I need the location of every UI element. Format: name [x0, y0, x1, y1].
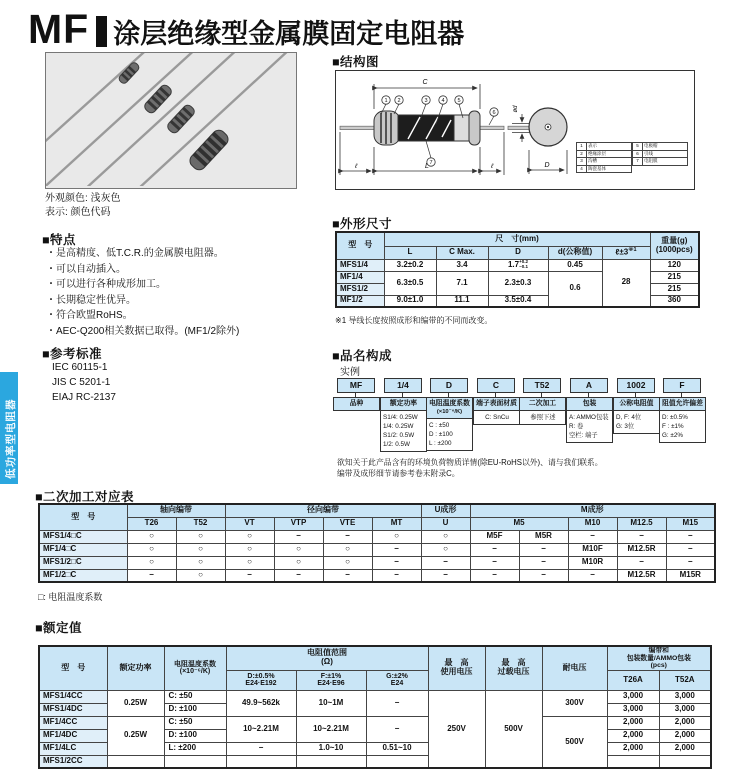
td-overload-voltage: 500V	[485, 690, 542, 768]
pn-desc-label: 包装	[567, 398, 612, 411]
pn-desc-label: 二次加工	[520, 398, 565, 411]
pn-code-3: C	[477, 378, 515, 393]
table-row	[336, 246, 699, 259]
td-range-f: 10~2.21M	[296, 716, 366, 742]
td-tcr: L: ±200	[164, 742, 226, 755]
col-m5: M5	[470, 517, 568, 530]
td-D: 1.7 +0.2 −0.1	[488, 259, 548, 271]
td-range-d: −	[226, 742, 296, 755]
td-t52a: 2,000	[659, 729, 711, 742]
cell: M12.5R	[617, 569, 666, 582]
td-tcr	[164, 755, 226, 768]
cell: −	[666, 556, 715, 569]
td-power: 0.25W	[107, 716, 164, 755]
part-number-heading: ■品名构成	[332, 349, 393, 363]
col-range-group: 电阻值范围 (Ω)	[226, 646, 428, 670]
td-range-g: −	[366, 716, 428, 742]
cell: −	[519, 543, 568, 556]
table-row	[39, 755, 711, 768]
pn-desc-0	[333, 397, 380, 411]
td-d: 0.6	[548, 271, 602, 307]
features-heading: ■特点	[42, 233, 77, 247]
td-ell: 28	[602, 259, 650, 307]
legend-label: 电阻膜	[643, 158, 688, 166]
category-side-tab	[0, 372, 18, 484]
cell: −	[225, 569, 274, 582]
legend-num: 7	[633, 158, 643, 166]
svg-text:3: 3	[424, 98, 428, 104]
cell: −	[372, 569, 421, 582]
col-vt: VT	[225, 517, 274, 530]
td-d: 0.45	[548, 259, 602, 271]
structure-heading: ■结构图	[332, 55, 380, 69]
col-d: d(公称值)	[548, 246, 602, 259]
td-t26a	[607, 755, 659, 768]
td-tcr: D: ±100	[164, 703, 226, 716]
legend-label: 表示	[587, 143, 632, 151]
photo-caption-mark: 表示: 颜色代码	[45, 207, 111, 218]
col-pack-group: 编带和 包装数量/AMMO包装 (pcs)	[607, 646, 711, 670]
td-weight: 120	[650, 259, 699, 271]
td-model: MFS1/2CC	[39, 755, 107, 768]
table-row	[39, 543, 715, 556]
td-tcr: C: ±50	[164, 690, 226, 703]
table-row	[39, 716, 711, 729]
cell: ○	[372, 530, 421, 543]
td-model: MF1/4□C	[39, 543, 127, 556]
td-model: MF1/2□C	[39, 569, 127, 582]
cell: −	[617, 530, 666, 543]
td-weight: 215	[650, 271, 699, 283]
page-title-text: 涂层绝缘型金属膜固定电阻器	[113, 19, 465, 49]
standard-item: JIS C 5201-1	[52, 377, 111, 388]
pn-desc-4: 二次加工 参照下述	[519, 397, 566, 425]
td-cmax: 11.1	[436, 295, 488, 307]
table-row	[336, 259, 699, 271]
pn-code-2: D	[430, 378, 468, 393]
td-cmax: 7.1	[436, 271, 488, 295]
group-radial: 径向编带	[225, 504, 421, 517]
standard-item: IEC 60115-1	[52, 362, 108, 373]
sub-col-f: F:±1% E24·E96	[296, 670, 366, 690]
cell: −	[666, 530, 715, 543]
secondary-note: □: 电阻温度系数	[38, 592, 103, 602]
col-u: U	[421, 517, 470, 530]
pn-code-0: MF	[337, 378, 375, 393]
dimensions-note: ※1 导线长度按照成形和编带的不同而改变。	[335, 316, 493, 325]
legend-label: 沟槽	[587, 158, 632, 166]
cell: −	[372, 556, 421, 569]
cell: −	[470, 543, 519, 556]
td-range-d: 49.9~562k	[226, 690, 296, 716]
svg-text:1: 1	[384, 98, 388, 104]
legend-num: 1	[577, 143, 587, 151]
pn-desc-1: 额定功率 S1/4: 0.25W 1/4: 0.25W S1/2: 0.5W 1/2: 0.5W	[380, 397, 427, 452]
col-m10: M10	[568, 517, 617, 530]
col-vtp: VTP	[274, 517, 323, 530]
cell: −	[470, 569, 519, 582]
table-row	[39, 517, 715, 530]
pn-code-1: 1/4	[384, 378, 422, 393]
cell: −	[421, 569, 470, 582]
cell: M10R	[568, 556, 617, 569]
cell: ○	[127, 556, 176, 569]
td-power: 0.25W	[107, 690, 164, 716]
legend-num: 2	[577, 150, 587, 158]
feature-item: ・可以进行各种成形加工。	[46, 279, 166, 290]
col-vte: VTE	[323, 517, 372, 530]
col-withstand-voltage: 耐电压	[542, 646, 607, 690]
cell: M12.5R	[617, 543, 666, 556]
legend-num: 3	[577, 158, 587, 166]
td-model: MFS1/4□C	[39, 530, 127, 543]
cell: −	[568, 530, 617, 543]
td-tcr: C: ±50	[164, 716, 226, 729]
example-label: 实例	[340, 367, 360, 378]
col-m15: M15	[666, 517, 715, 530]
cell: −	[372, 543, 421, 556]
dim-c-label: C	[422, 79, 428, 86]
td-range-f: 10~1M	[296, 690, 366, 716]
col-max-voltage: 最 高 使用电压	[428, 646, 485, 690]
td-t52a	[659, 755, 711, 768]
col-model: 型 号	[39, 504, 127, 530]
td-tcr: D: ±100	[164, 729, 226, 742]
pn-desc-6: 公称电阻值 D, F: 4位 G: 3位	[613, 397, 660, 434]
structure-diagram	[335, 70, 695, 190]
standard-item: EIAJ RC-2137	[52, 392, 116, 403]
legend-label: 引线	[643, 150, 688, 158]
td-t26a: 3,000	[607, 690, 659, 703]
td-D: 2.3±0.3	[488, 271, 548, 295]
td-L: 3.2±0.2	[384, 259, 436, 271]
features-list	[46, 246, 239, 339]
cell: ○	[176, 556, 225, 569]
td-t26a: 2,000	[607, 729, 659, 742]
col-ell: $\ell\pm 3^{※1}$	[602, 246, 650, 259]
td-model: MF1/2	[336, 295, 384, 307]
cell: M5F	[470, 530, 519, 543]
cell: −	[421, 556, 470, 569]
cell: ○	[176, 569, 225, 582]
col-model: 型 号	[39, 646, 107, 690]
cell: M10F	[568, 543, 617, 556]
legend-label: 绝缘涂层	[587, 150, 632, 158]
td-t52a: 2,000	[659, 742, 711, 755]
ratings-table	[38, 645, 712, 769]
cell: M5R	[519, 530, 568, 543]
td-range-f: 1.0~10	[296, 742, 366, 755]
cell: ○	[421, 530, 470, 543]
side-tab-label: 低功率型电阻器	[5, 398, 17, 479]
feature-item: ・可以自动插入。	[46, 263, 126, 275]
legend-num: 5	[633, 143, 643, 151]
col-overload-voltage: 最 高 过载电压	[485, 646, 542, 690]
td-cmax: 3.4	[436, 259, 488, 271]
td-model: MFS1/2	[336, 283, 384, 295]
legend-label: 陶瓷基体	[587, 165, 632, 173]
td-model: MFS1/4	[336, 259, 384, 271]
cell: ○	[323, 543, 372, 556]
cell: −	[519, 569, 568, 582]
dim-l-label: L	[425, 163, 429, 170]
td-weight: 215	[650, 283, 699, 295]
pn-desc-label: 端子表面材质	[474, 398, 519, 411]
dim-d-label: D	[544, 162, 550, 169]
pn-desc-label: 品种	[334, 398, 379, 410]
td-model: MF1/4DC	[39, 729, 107, 742]
pn-desc-label: 额定功率	[381, 398, 426, 411]
dim-ell-left-label: ℓ	[354, 163, 358, 170]
td-range-g: 0.51~10	[366, 742, 428, 755]
sub-col-t52a: T52A	[659, 670, 711, 690]
legend-label: 电极帽	[643, 143, 688, 151]
feature-item: ・AEC-Q200相关数据已取得。(MF1/2除外)	[46, 325, 240, 337]
cell: ○	[225, 556, 274, 569]
secondary-heading: ■二次加工对应表	[35, 490, 135, 504]
table-row	[39, 646, 711, 670]
group-axial: 轴向编带	[127, 504, 225, 517]
col-t26: T26	[127, 517, 176, 530]
table-row	[39, 690, 711, 703]
secondary-table	[38, 503, 716, 583]
td-L: 9.0±1.0	[384, 295, 436, 307]
cell: −	[666, 543, 715, 556]
td-range-g: −	[366, 690, 428, 716]
td-t52a: 2,000	[659, 716, 711, 729]
cell: −	[568, 569, 617, 582]
feature-item: ・是高精度、低T.C.R.的金属膜电阻器。	[46, 248, 224, 259]
ratings-heading: ■额定值	[35, 621, 83, 635]
legend-num: 4	[577, 165, 587, 173]
col-power: 额定功率	[107, 646, 164, 690]
sub-col-t26a: T26A	[607, 670, 659, 690]
col-mt: MT	[372, 517, 421, 530]
td-weight: 360	[650, 295, 699, 307]
td-model: MF1/4CC	[39, 716, 107, 729]
td-max-voltage: 250V	[428, 690, 485, 768]
svg-text:5: 5	[457, 98, 461, 104]
cell: ○	[127, 543, 176, 556]
cell: ○	[323, 556, 372, 569]
table-row	[39, 556, 715, 569]
table-row	[39, 569, 715, 582]
table-row	[336, 232, 699, 246]
legend-num: 6	[633, 150, 643, 158]
sub-col-g: G:±2% E24	[366, 670, 428, 690]
group-m: M成形	[470, 504, 715, 517]
pn-desc-label: 阻值允许偏差	[660, 398, 705, 411]
td-withstand: 300V	[542, 690, 607, 716]
page-title	[28, 6, 464, 53]
cell: ○	[176, 543, 225, 556]
standards-list	[52, 360, 116, 405]
td-t26a: 3,000	[607, 703, 659, 716]
td-t52a: 3,000	[659, 690, 711, 703]
cell: −	[617, 556, 666, 569]
resistor-photo-art	[46, 53, 294, 186]
cell: −	[274, 569, 323, 582]
td-model: MF1/4	[336, 271, 384, 283]
structure-legend	[576, 142, 688, 173]
cell: ○	[274, 556, 323, 569]
svg-text:2: 2	[397, 98, 401, 104]
dim-ell-right-label: ℓ	[490, 163, 494, 170]
col-m12_5: M12.5	[617, 517, 666, 530]
td-t52a: 3,000	[659, 703, 711, 716]
resistor-body-section	[374, 111, 480, 145]
product-photo	[45, 52, 297, 189]
pn-desc-label: 电阻温度系数 (×10⁻⁶/K)	[427, 398, 472, 419]
cell: ○	[127, 530, 176, 543]
col-tcr: 电阻温度系数 (×10⁻⁶/K)	[164, 646, 226, 690]
col-size-group: 尺 寸(mm)	[384, 232, 650, 246]
td-model: MFS1/4DC	[39, 703, 107, 716]
cell: ○	[225, 543, 274, 556]
cell: ○	[274, 543, 323, 556]
td-range-g	[366, 755, 428, 768]
cell: −	[127, 569, 176, 582]
pn-code-4: T52	[523, 378, 561, 393]
group-u: U成形	[421, 504, 470, 517]
col-model: 型 号	[336, 232, 384, 259]
cell: ○	[421, 543, 470, 556]
legend-right	[632, 142, 688, 166]
pn-code-5: A	[570, 378, 608, 393]
title-divider-bar	[96, 16, 107, 47]
feature-item: ・长期稳定性优异。	[46, 294, 136, 306]
pn-code-7: F	[663, 378, 701, 393]
td-range-d	[226, 755, 296, 768]
sub-col-d: D:±0.5% E24·E192	[226, 670, 296, 690]
cell: −	[519, 556, 568, 569]
col-D: D	[488, 246, 548, 259]
pn-desc-2: 电阻温度系数 (×10⁻⁶/K) C : ±50 D : ±100 L : ±200	[426, 397, 473, 451]
dim-od-label: ød	[513, 105, 519, 113]
cell: −	[323, 530, 372, 543]
td-model: MF1/4LC	[39, 742, 107, 755]
legend-left	[576, 142, 632, 173]
col-t52: T52	[176, 517, 225, 530]
td-D: 3.5±0.4	[488, 295, 548, 307]
end-view	[529, 108, 567, 174]
td-t26a: 2,000	[607, 742, 659, 755]
svg-text:7: 7	[429, 160, 433, 166]
col-weight: 重量(g) (1000pcs)	[650, 232, 699, 259]
dimensions-table	[335, 231, 700, 308]
cell: ○	[176, 530, 225, 543]
col-cmax: C Max.	[436, 246, 488, 259]
cell: M15R	[666, 569, 715, 582]
td-power	[107, 755, 164, 768]
td-model: MFS1/2□C	[39, 556, 127, 569]
pn-desc-label: 公称电阻值	[614, 398, 659, 411]
cell: −	[274, 530, 323, 543]
pn-code-6: 1002	[617, 378, 655, 393]
table-row	[39, 504, 715, 517]
pn-note-2: 编带及成形细节请参考卷末附录C。	[337, 469, 460, 478]
pn-note-1: 欲知关于此产品含有的环境负荷物质详情(除EU-RoHS以外)、请与我们联系。	[337, 458, 603, 467]
photo-caption-color: 外观颜色: 浅灰色	[45, 193, 121, 204]
table-row	[39, 530, 715, 543]
svg-text:4: 4	[441, 98, 445, 104]
td-model: MFS1/4CC	[39, 690, 107, 703]
td-L: 6.3±0.5	[384, 271, 436, 295]
pn-desc-5: 包装 A: AMMO包装 R: 卷 空栏: 端子	[566, 397, 613, 443]
svg-text:6: 6	[492, 110, 496, 116]
standards-heading: ■参考标准	[42, 347, 103, 361]
cell: ○	[225, 530, 274, 543]
td-t26a: 2,000	[607, 716, 659, 729]
pn-desc-3: 端子表面材质 C: SnCu	[473, 397, 520, 425]
dimensions-heading: ■外形尺寸	[332, 217, 393, 231]
feature-item: ・符合欧盟RoHS。	[46, 310, 133, 321]
td-withstand: 500V	[542, 716, 607, 768]
series-code: MF	[28, 6, 90, 52]
cell: −	[323, 569, 372, 582]
td-range-f	[296, 755, 366, 768]
td-range-d: 10~2.21M	[226, 716, 296, 742]
col-L: L	[384, 246, 436, 259]
pn-desc-7: 阻值允许偏差 D: ±0.5% F : ±1% G: ±2%	[659, 397, 706, 443]
cell: −	[470, 556, 519, 569]
